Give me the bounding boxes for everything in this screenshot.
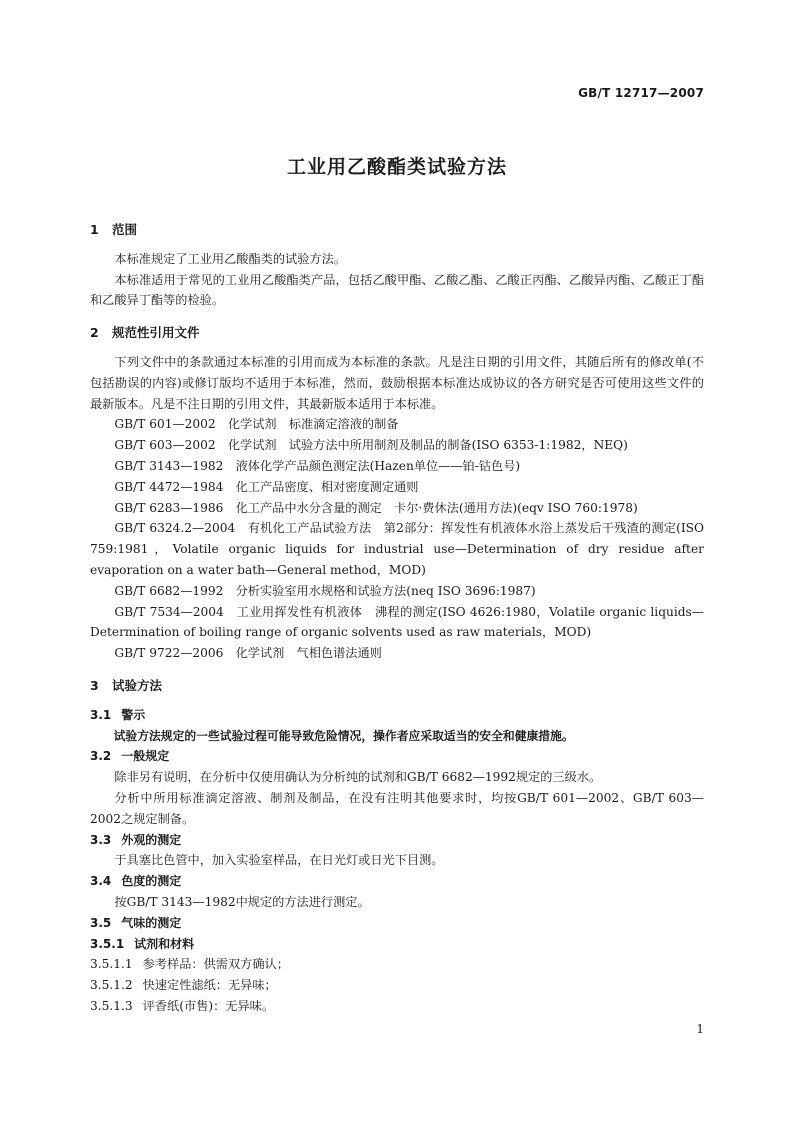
reference-item: GB/T 4472—1984 化工产品密度、相对密度测定通则 xyxy=(114,479,419,494)
list-item xyxy=(90,996,704,1017)
item-text: 快速定性滤纸：无异味； xyxy=(142,978,277,993)
reference-item: GB/T 7534—2004 工业用挥发性有机液体 沸程的测定(ISO 4626:1980，Volatile organic liquids—Determination of boiling range of organic solvents used as raw materials，MOD) xyxy=(90,604,704,640)
subsection-3-3-heading xyxy=(90,830,704,851)
subsection-title: 一般规定 xyxy=(121,749,170,764)
subsection-number: 3.5 xyxy=(90,915,112,930)
item-text: 评香纸(市售)：无异味。 xyxy=(142,998,275,1013)
reference-item: GB/T 3143—1982 液体化学产品颜色测定法(Hazen单位——铂-钴色号) xyxy=(114,458,521,473)
subsection-title: 试剂和材料 xyxy=(134,936,195,951)
paragraph: 下列文件中的条款通过本标准的引用而成为本标准的条款。凡是注日期的引用文件，其随后所有的修改单(不包括勘误的内容)或修订版均不适用于本标准，然而，鼓励根据本标准达成协议的各方研究是否可使用这些文件的最新版本。凡是不注日期的引用文件，其最新版本适用于本标准。 xyxy=(90,354,704,411)
section-1-heading xyxy=(90,220,704,241)
subsection-3-2-heading xyxy=(90,746,704,767)
reference-item: GB/T 9722—2006 化学试剂 气相色谱法通则 xyxy=(114,646,382,661)
subsection-number: 3.1 xyxy=(90,707,112,722)
paragraph: 本标准适用于常见的工业用乙酸酯类产品，包括乙酸甲酯、乙酸乙酯、乙酸正丙酯、乙酸异丙酯、乙酸正丁酯和乙酸异丁酯等的检验。 xyxy=(90,272,704,308)
item-number: 3.5.1.1 xyxy=(90,957,133,972)
item-text: 参考样品：供需双方确认； xyxy=(142,957,289,972)
subsection-number: 3.5.1 xyxy=(90,936,125,951)
section-number: 2 xyxy=(90,325,99,341)
reference-item: GB/T 6283—1986 化工产品中水分含量的测定 卡尔·费休法(通用方法)(eqv ISO 760:1978) xyxy=(114,500,638,515)
subsection-title: 色度的测定 xyxy=(121,874,182,889)
subsection-3-1-heading xyxy=(90,705,704,726)
section-3-heading xyxy=(90,676,704,697)
section-title: 规范性引用文件 xyxy=(112,325,200,341)
section-title: 试验方法 xyxy=(112,677,163,693)
reference-item: GB/T 601—2002 化学试剂 标准滴定溶液的制备 xyxy=(114,417,399,432)
paragraph: 按GB/T 3143—1982中规定的方法进行测定。 xyxy=(114,894,370,909)
reference-item: GB/T 603—2002 化学试剂 试验方法中所用制剂及制品的制备(ISO 6353-1:1982，NEQ) xyxy=(114,438,628,453)
subsection-title: 外观的测定 xyxy=(121,832,182,847)
subsection-number: 3.3 xyxy=(90,832,112,847)
section-number: 1 xyxy=(90,222,99,237)
paragraph: 于具塞比色管中，加入实验室样品，在日光灯或日光下目测。 xyxy=(114,853,444,868)
section-title: 范围 xyxy=(112,222,138,237)
subsection-title: 气味的测定 xyxy=(121,915,182,930)
item-number: 3.5.1.3 xyxy=(90,998,133,1013)
list-item xyxy=(90,954,704,975)
standard-code: GB/T 12717—2007 xyxy=(578,86,704,100)
reference-item: GB/T 6682—1992 分析实验室用水规格和试验方法(neq ISO 3696:1987) xyxy=(114,583,536,598)
reference-item: GB/T 6324.2—2004 有机化工产品试验方法 第2部分：挥发性有机液体水浴上蒸发后干残渣的测定(ISO 759:1981，Volatile organic liquids for industrial use—Determination of dry residue after evaporation on a water bath—General method，MOD) xyxy=(90,521,704,577)
document-title: 工业用乙酸酯类试验方法 xyxy=(286,156,507,178)
subsection-title: 警示 xyxy=(121,707,146,722)
list-item xyxy=(90,975,704,996)
warning-text: 试验方法规定的一些试验过程可能导致危险情况，操作者应采取适当的安全和健康措施。 xyxy=(113,728,574,743)
section-2-heading xyxy=(90,323,704,344)
subsection-3-5-heading xyxy=(90,913,704,934)
subsection-3-5-1-heading xyxy=(90,934,704,955)
paragraph: 本标准规定了工业用乙酸酯类的试验方法。 xyxy=(114,251,346,266)
paragraph: 分析中所用标准滴定溶液、制剂及制品，在没有注明其他要求时，均按GB/T 601—2002、GB/T 603—2002之规定制备。 xyxy=(90,790,704,826)
document-body xyxy=(90,214,704,1017)
subsection-number: 3.2 xyxy=(90,749,112,764)
subsection-3-4-heading xyxy=(90,871,704,892)
page-number: 1 xyxy=(696,1022,704,1036)
paragraph: 除非另有说明，在分析中仅使用确认为分析纯的试剂和GB/T 6682—1992规定的三级水。 xyxy=(114,770,602,785)
section-number: 3 xyxy=(90,677,99,693)
subsection-number: 3.4 xyxy=(90,874,112,889)
item-number: 3.5.1.2 xyxy=(90,978,133,993)
